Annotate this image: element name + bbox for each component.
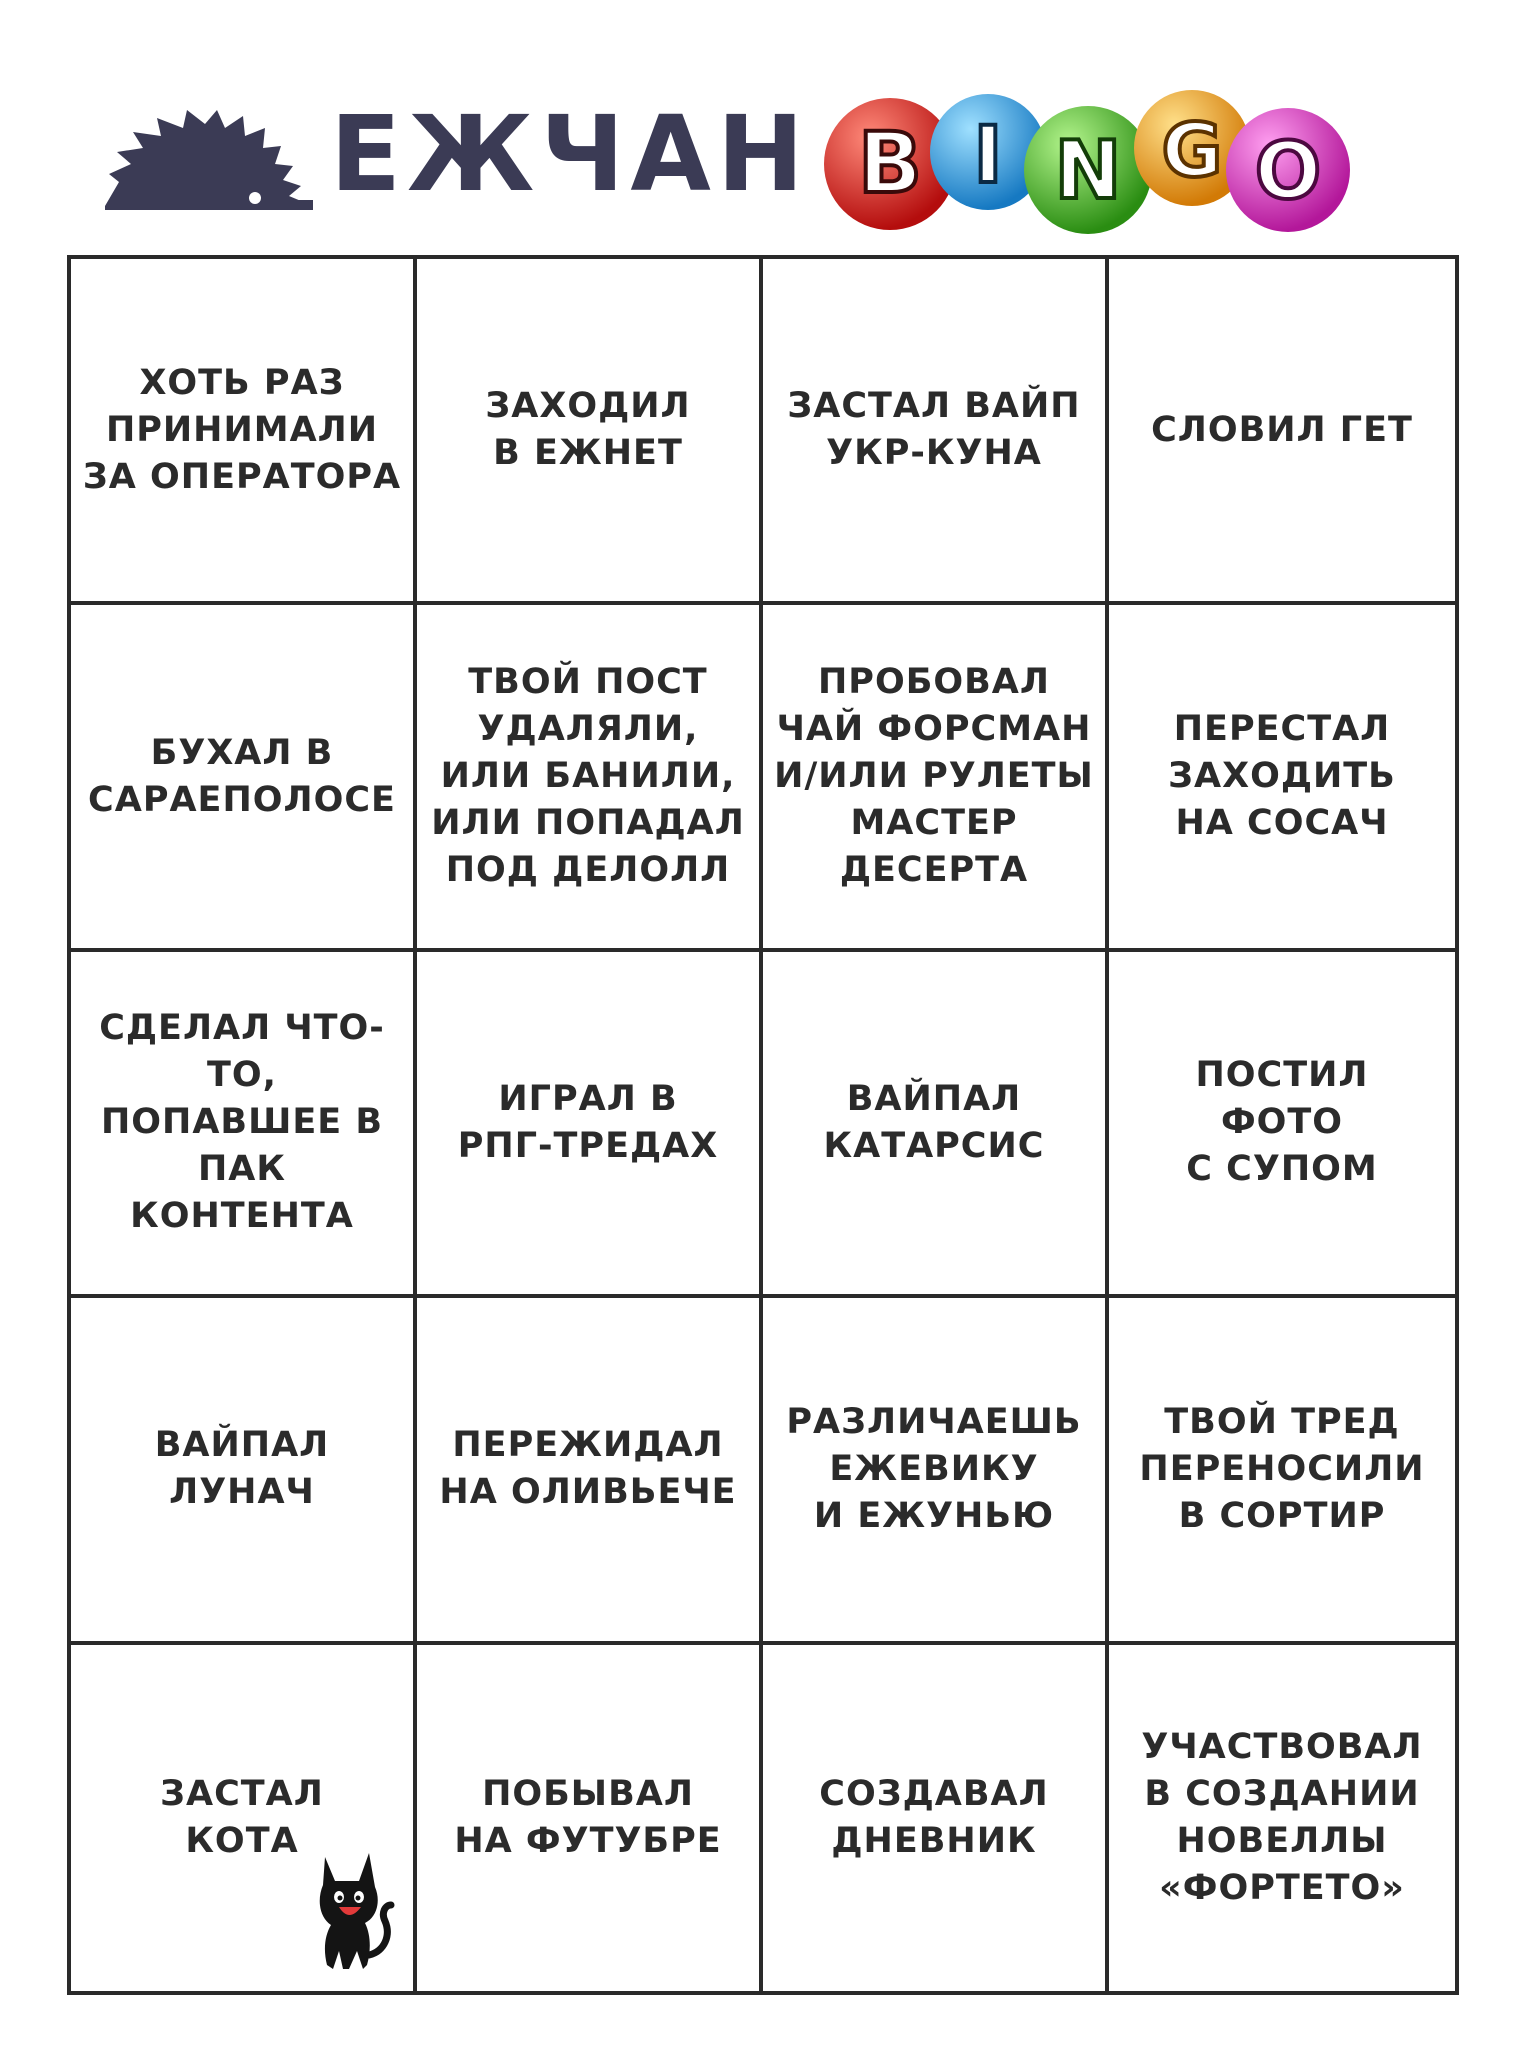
bingo-cell[interactable] [417,952,763,1298]
svg-text:G: G [1161,108,1223,194]
cell-text: СОЗДАВАЛ ДНЕВНИК [819,1773,1049,1861]
svg-text:O: O [1254,127,1322,217]
bingo-cell[interactable] [1109,1645,1455,1991]
bingo-cell[interactable] [71,1298,417,1644]
cell-text: ЗАСТАЛ ВАЙП УКР-КУНА [787,386,1081,474]
bingo-board [67,255,1459,1995]
bingo-ball-n [1024,106,1152,234]
bingo-cell[interactable] [1109,1298,1455,1644]
bingo-cell[interactable] [417,605,763,951]
cell-text: ВАЙПАЛ КАТАРСИС [823,1078,1045,1166]
cell-text: УЧАСТВОВАЛ В СОЗДАНИИ НОВЕЛЛЫ «ФОРТЕТО» [1141,1726,1423,1908]
bingo-cell[interactable] [763,1298,1109,1644]
bingo-cell[interactable] [417,1645,763,1991]
cell-text: ИГРАЛ В РПГ-ТРЕДАХ [457,1078,719,1166]
logo-text: ЕЖЧАН [330,93,810,215]
bingo-cell[interactable] [71,1645,417,1991]
cell-text: ВАЙПАЛ ЛУНАЧ [154,1425,330,1513]
cell-text: ЗАХОДИЛ В ЕЖНЕТ [485,386,691,474]
cell-text: СДЕЛАЛ ЧТО-ТО, ПОПАВШЕЕ В ПАК КОНТЕНТА [99,1008,385,1237]
cell-text: СЛОВИЛ ГЕТ [1151,409,1413,450]
bingo-cell[interactable] [417,1298,763,1644]
cell-text: РАЗЛИЧАЕШЬ ЕЖЕВИКУ И ЕЖУНЬЮ [786,1401,1082,1536]
cell-text: ПОСТИЛ ФОТО С СУПОМ [1186,1055,1378,1190]
bingo-cell[interactable] [763,1645,1109,1991]
svg-text:N: N [1054,124,1122,217]
bingo-cell[interactable] [1109,952,1455,1298]
bingo-cell[interactable] [71,952,417,1298]
cell-text: ПЕРЕСТАЛ ЗАХОДИТЬ НА СОСАЧ [1168,709,1396,844]
bingo-logo [820,78,1360,238]
cell-text: ПОБЫВАЛ НА ФУТУБРЕ [454,1773,722,1861]
cell-text: БУХАЛ В САРАЕПОЛОСЕ [88,732,396,820]
cell-text: ПЕРЕЖИДАЛ НА ОЛИВЬЕЧЕ [439,1425,737,1513]
bingo-cell[interactable] [71,605,417,951]
cell-text: ПРОБОВАЛ ЧАЙ ФОРСМАН И/ИЛИ РУЛЕТЫ МАСТЕР ДЕСЕРТА [774,662,1094,891]
cell-text: ТВОЙ ПОСТ УДАЛЯЛИ, ИЛИ БАНИЛИ, ИЛИ ПОПАДАЛ ПОД ДЕЛОЛЛ [431,662,745,891]
svg-text:I: I [973,111,1003,201]
hedgehog-logo-icon [105,110,313,210]
cell-text: ХОТЬ РАЗ ПРИНИМАЛИ ЗА ОПЕРАТОРА [82,362,402,497]
bingo-cell[interactable] [763,952,1109,1298]
cell-text: ЗАСТАЛ КОТА [160,1773,324,1861]
header [0,0,1522,252]
bingo-cell[interactable] [71,259,417,605]
bingo-cell[interactable] [1109,259,1455,605]
bingo-cell[interactable] [417,259,763,605]
bingo-cell[interactable] [763,605,1109,951]
bingo-cell[interactable] [1109,605,1455,951]
bingo-cell[interactable] [763,259,1109,605]
black-cat-icon [305,1843,395,1973]
cell-text: ТВОЙ ТРЕД ПЕРЕНОСИЛИ В СОРТИР [1139,1401,1425,1536]
svg-text:B: B [857,114,923,212]
bingo-ball-o [1226,108,1350,232]
